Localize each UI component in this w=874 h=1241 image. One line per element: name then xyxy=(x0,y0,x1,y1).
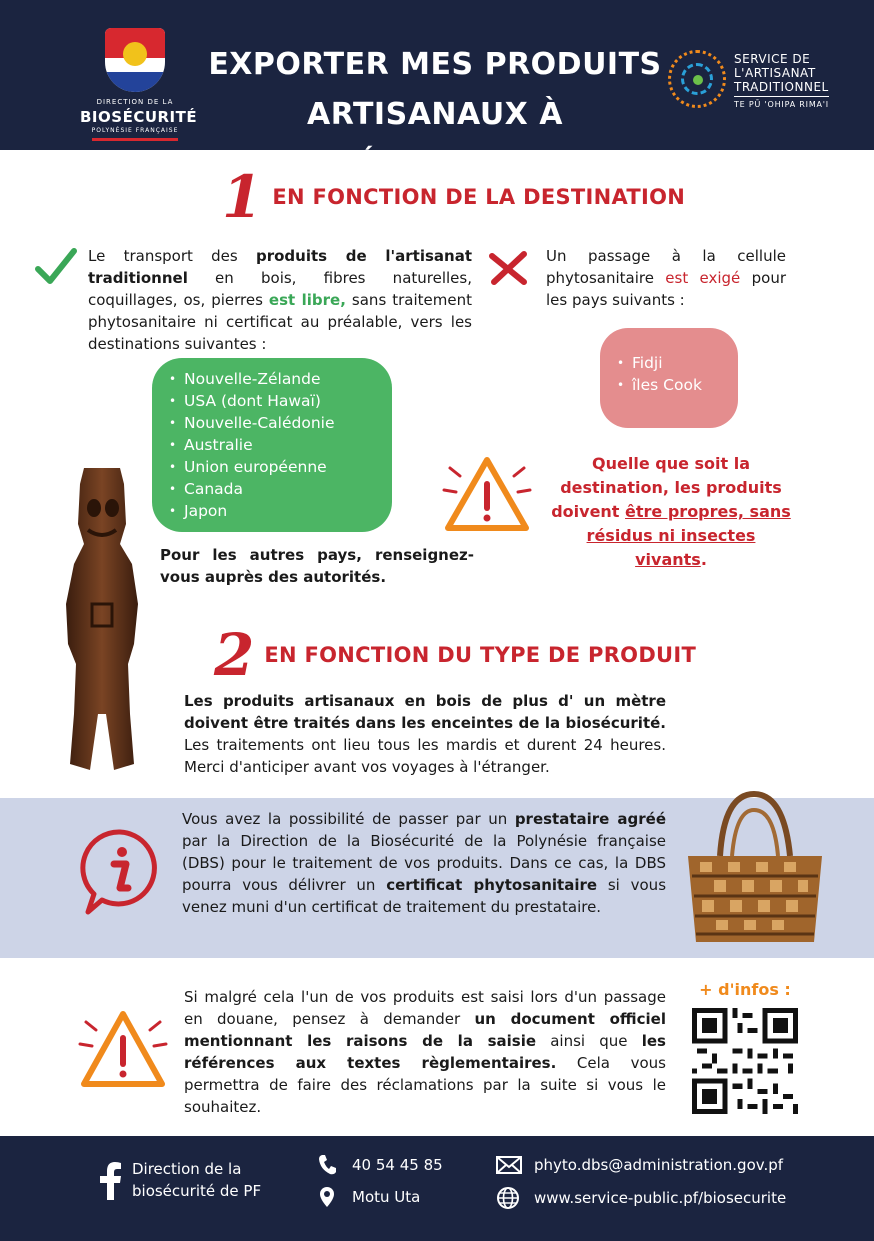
checkmark-icon xyxy=(34,245,78,289)
tiki-statue-image xyxy=(54,464,150,774)
warning-icon xyxy=(442,450,532,540)
section1-title: EN FONCTION DE LA DESTINATION xyxy=(272,185,686,209)
other-countries-text: Pour les autres pays, renseignez-vous auprès des autorités. xyxy=(160,546,474,586)
cleanliness-warning: Quelle que soit la destination, les produits doivent être propres, sans résidus ni insectes vivants. xyxy=(551,454,791,569)
seizure-info-text: Si malgré cela l'un de vos produits est saisi lors d'un passage en douane, pensez à demander un document officiel mentionnant les raisons de la saisie ainsi que les références aux textes règlementaires. Cela vous permettra de faire des réclamations par la suite si vous le souhaitez. xyxy=(184,988,666,1116)
list-item: • Nouvelle-Zélande xyxy=(184,368,392,390)
qr-code[interactable] xyxy=(692,1008,798,1114)
location-contact xyxy=(318,1186,420,1208)
list-item: • Fidji xyxy=(632,352,738,374)
prestataire-info-text: Vous avez la possibilité de passer par un prestataire agréé par la Direction de la Biosécurité de la Polynésie française (DBS) pour le traitement de vos produits. Dans ce cas, la DBS pourra vous délivrer un certificat phytosanitaire si vous venez muni d'un certificat de traitement du prestataire. xyxy=(182,810,667,916)
artisanat-line4: TE PŪ 'OHIPA RIMA'I xyxy=(734,96,829,112)
info-icon xyxy=(78,826,162,918)
page-title-line1: EXPORTER MES PRODUITS xyxy=(208,47,662,82)
website-link[interactable] xyxy=(496,1186,786,1210)
required-transport-text: Un passage à la cellule phytosanitaire est exigé pour les pays suivants : xyxy=(546,247,786,309)
free-countries-list xyxy=(152,358,392,532)
woven-basket-image xyxy=(680,786,830,946)
header-banner xyxy=(0,0,874,182)
list-item: • Australie xyxy=(184,434,392,456)
phone-number: 40 54 45 85 xyxy=(352,1156,443,1174)
section2-heading xyxy=(214,621,697,689)
warning-icon xyxy=(78,1004,168,1096)
section1-heading xyxy=(222,163,686,231)
required-countries-list xyxy=(600,328,738,428)
facebook-line2: biosécurité de PF xyxy=(132,1182,262,1200)
artisanat-line3: TRADITIONNEL xyxy=(734,80,829,94)
logo-small-text: DIRECTION DE LA xyxy=(96,98,174,106)
section1-number: 1 xyxy=(222,163,263,231)
artisanat-line2: L'ARTISANAT xyxy=(734,66,816,80)
more-info-label: + d'infos : xyxy=(699,980,791,999)
phone-contact[interactable] xyxy=(318,1154,443,1176)
location-pin-icon xyxy=(318,1186,336,1208)
list-item: • USA (dont Hawaï) xyxy=(184,390,392,412)
logo-sub-text: POLYNÉSIE FRANÇAISE xyxy=(91,127,179,134)
location-text: Motu Uta xyxy=(352,1188,421,1206)
list-item: • Nouvelle-Calédonie xyxy=(184,412,392,434)
list-item: • Japon xyxy=(184,500,392,522)
biosecurite-logo xyxy=(80,28,198,143)
section2-number: 2 xyxy=(214,621,255,689)
email-address: phyto.dbs@administration.gov.pf xyxy=(534,1156,784,1174)
free-transport-text: Le transport des produits de l'artisanat traditionnel en bois, fibres naturelles, coquillages, os, pierres est libre, sans traitement phytosanitaire ni certificat au préalable, vers les destinations suivantes : xyxy=(88,247,473,353)
facebook-line1: Direction de la xyxy=(132,1160,242,1178)
polynesia-shield-icon xyxy=(105,28,165,92)
email-contact[interactable] xyxy=(496,1154,783,1176)
page-title-line2: ARTISANAUX À L'ÉTRANGER xyxy=(307,97,563,182)
cross-icon xyxy=(486,248,530,288)
list-item: • îles Cook xyxy=(632,374,738,396)
globe-icon xyxy=(496,1186,520,1210)
footer xyxy=(0,1136,874,1241)
section2-title: EN FONCTION DU TYPE DE PRODUIT xyxy=(264,643,697,667)
logo-big-text: BIOSÉCURITÉ xyxy=(80,108,198,126)
facebook-icon[interactable] xyxy=(98,1162,122,1200)
phone-icon xyxy=(318,1154,336,1176)
list-item: • Union européenne xyxy=(184,456,392,478)
wood-treatment-text: Les produits artisanaux en bois de plus d' un mètre doivent être traités dans les enceintes de la biosécurité. Les traitements ont lieu tous les mardis et durent 24 heures. Merci d'anticiper avant vos voyages à l'étranger. xyxy=(184,692,666,776)
facebook-page-link[interactable] xyxy=(132,1158,261,1202)
artisanat-line1: SERVICE DE xyxy=(734,52,811,66)
artisanat-mark-icon xyxy=(668,50,726,108)
list-item: • Canada xyxy=(184,478,392,500)
artisanat-logo xyxy=(668,50,848,120)
website-url: www.service-public.pf/biosecurite xyxy=(534,1189,787,1207)
mail-icon xyxy=(496,1155,522,1175)
